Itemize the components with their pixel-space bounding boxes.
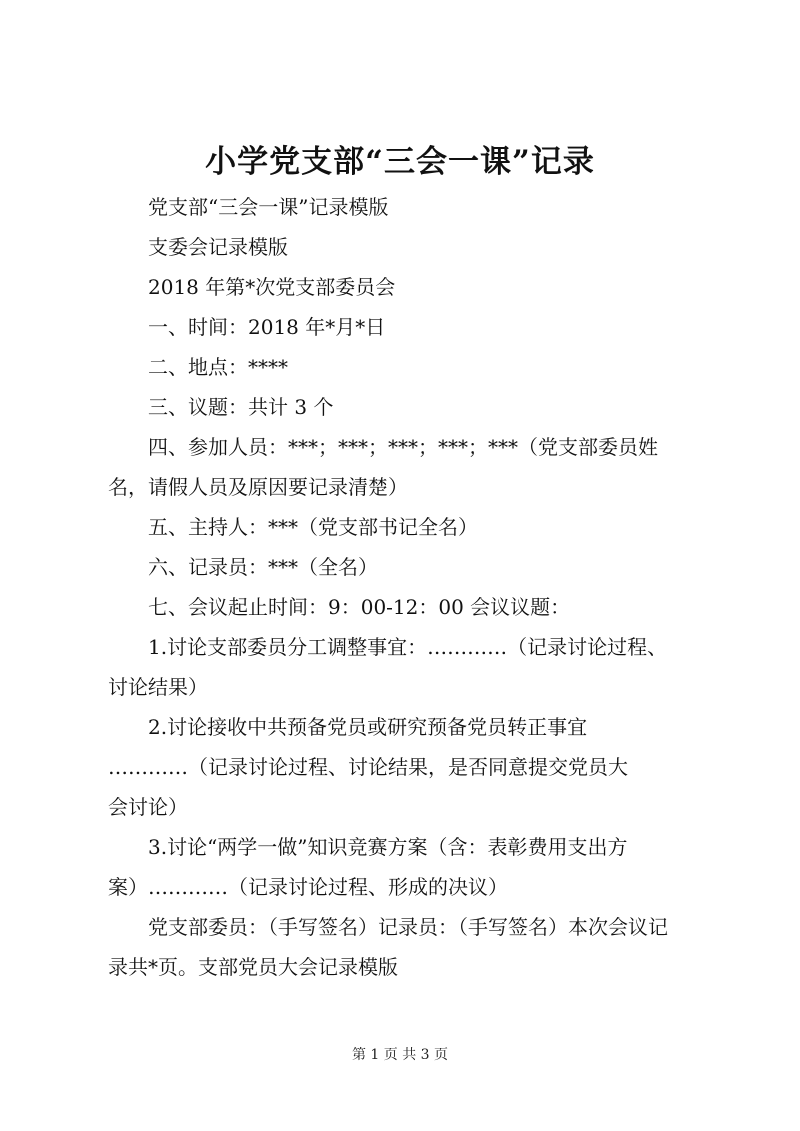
paragraph-line: 录共*页。支部党员大会记录模版: [108, 955, 398, 979]
paragraph-line: 会讨论）: [108, 795, 188, 819]
paragraph-line: 三、议题：共计 3 个: [148, 395, 334, 419]
page-number-footer: 第 1 页 共 3 页: [351, 1047, 449, 1063]
paragraph-line: 党支部“三会一课”记录模版: [148, 195, 389, 219]
paragraph-line: 案）…………（记录讨论过程、形成的决议）: [108, 875, 508, 899]
paragraph-line: 党支部委员：（手写签名）记录员：（手写签名）本次会议记: [148, 915, 668, 939]
paragraph-line: 讨论结果）: [108, 675, 208, 699]
paragraph-line: 1.讨论支部委员分工调整事宜：…………（记录讨论过程、: [148, 635, 668, 659]
paragraph-line: 一、时间：2018 年*月*日: [148, 315, 386, 339]
paragraph-line: 2018 年第*次党支部委员会: [148, 275, 396, 299]
paragraph-line: 3.讨论“两学一做”知识竞赛方案（含：表彰费用支出方: [148, 835, 628, 859]
paragraph-line: …………（记录讨论过程、讨论结果，是否同意提交党员大: [108, 755, 628, 779]
paragraph-line: 支委会记录模版: [148, 235, 288, 259]
paragraph-line: 五、主持人：***（党支部书记全名）: [148, 515, 478, 539]
paragraph-line: 名，请假人员及原因要记录清楚）: [108, 475, 408, 499]
paragraph-line: 四、参加人员：***；***；***；***；***（党支部委员姓: [148, 435, 658, 459]
paragraph-line: 七、会议起止时间：9：00-12：00 会议议题：: [148, 595, 571, 619]
paragraph-line: 六、记录员：***（全名）: [148, 555, 378, 579]
paragraph-line: 2.讨论接收中共预备党员或研究预备党员转正事宜: [148, 715, 588, 739]
document-title: 小学党支部“三会一课”记录: [205, 144, 595, 180]
paragraph-line: 二、地点：****: [148, 355, 288, 379]
